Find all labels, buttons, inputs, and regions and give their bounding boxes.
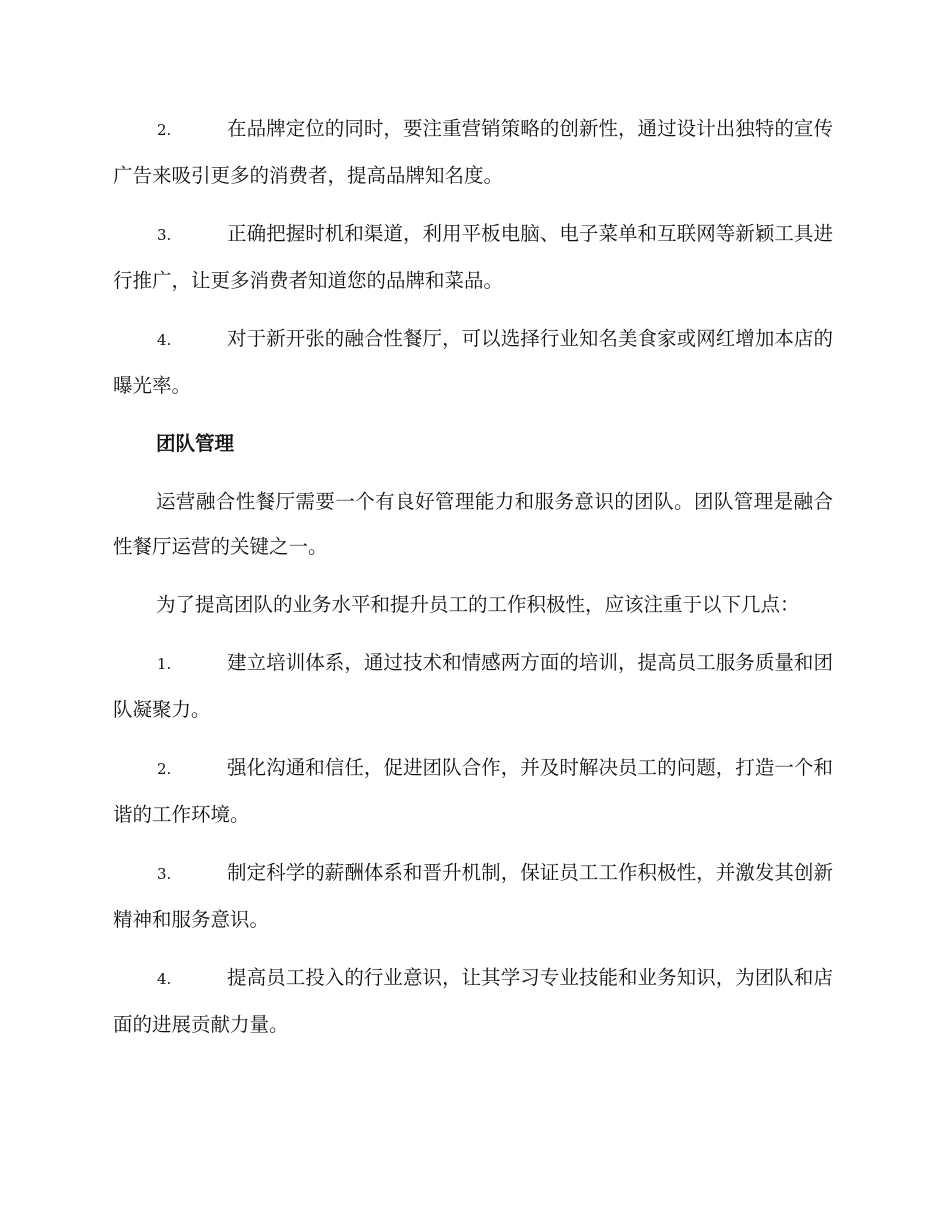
list-item: [113, 640, 833, 732]
list-text: 正确把握时机和渠道，利用平板电脑、电子菜单和互联网等新颖工具进行推广，让更多消费者知道您的品牌和菜品。: [113, 222, 833, 292]
list-item: [113, 955, 833, 1047]
list-item: [113, 106, 833, 198]
list-number: 1.: [157, 655, 172, 673]
list-number: 4.: [157, 970, 172, 988]
list-number: 3.: [157, 226, 172, 244]
list-text: 提高员工投入的行业意识，让其学习专业技能和业务知识，为团队和店面的进展贡献力量。: [113, 966, 833, 1036]
paragraph: 为了提高团队的业务水平和提升员工的工作积极性，应该注重于以下几点：: [156, 593, 800, 616]
list-number: 3.: [157, 865, 172, 883]
list-item: [113, 211, 833, 303]
list-text: 制定科学的薪酬体系和晋升机制，保证员工工作积极性，并激发其创新精神和服务意识。: [113, 861, 833, 931]
list-number: 2.: [157, 760, 172, 778]
list-item: [113, 316, 833, 408]
section-heading: 团队管理: [156, 432, 235, 455]
list-item: [113, 745, 833, 837]
list-text: 强化沟通和信任，促进团队合作，并及时解决员工的问题，打造一个和谐的工作环境。: [113, 756, 833, 826]
list-text: 对于新开张的融合性餐厅，可以选择行业知名美食家或网红增加本店的曝光率。: [113, 327, 833, 397]
list-item: [113, 850, 833, 942]
list-number: 2.: [157, 121, 172, 139]
document-content: [113, 106, 833, 1060]
list-number: 4.: [157, 331, 172, 349]
list-text: 建立培训体系，通过技术和情感两方面的培训，提高员工服务质量和团队凝聚力。: [113, 651, 833, 721]
list-text: 在品牌定位的同时，要注重营销策略的创新性，通过设计出独特的宣传广告来吸引更多的消费者，提高品牌知名度。: [113, 117, 833, 187]
paragraph: 运营融合性餐厅需要一个有良好管理能力和服务意识的团队。团队管理是融合性餐厅运营的关键之一。: [113, 490, 833, 558]
